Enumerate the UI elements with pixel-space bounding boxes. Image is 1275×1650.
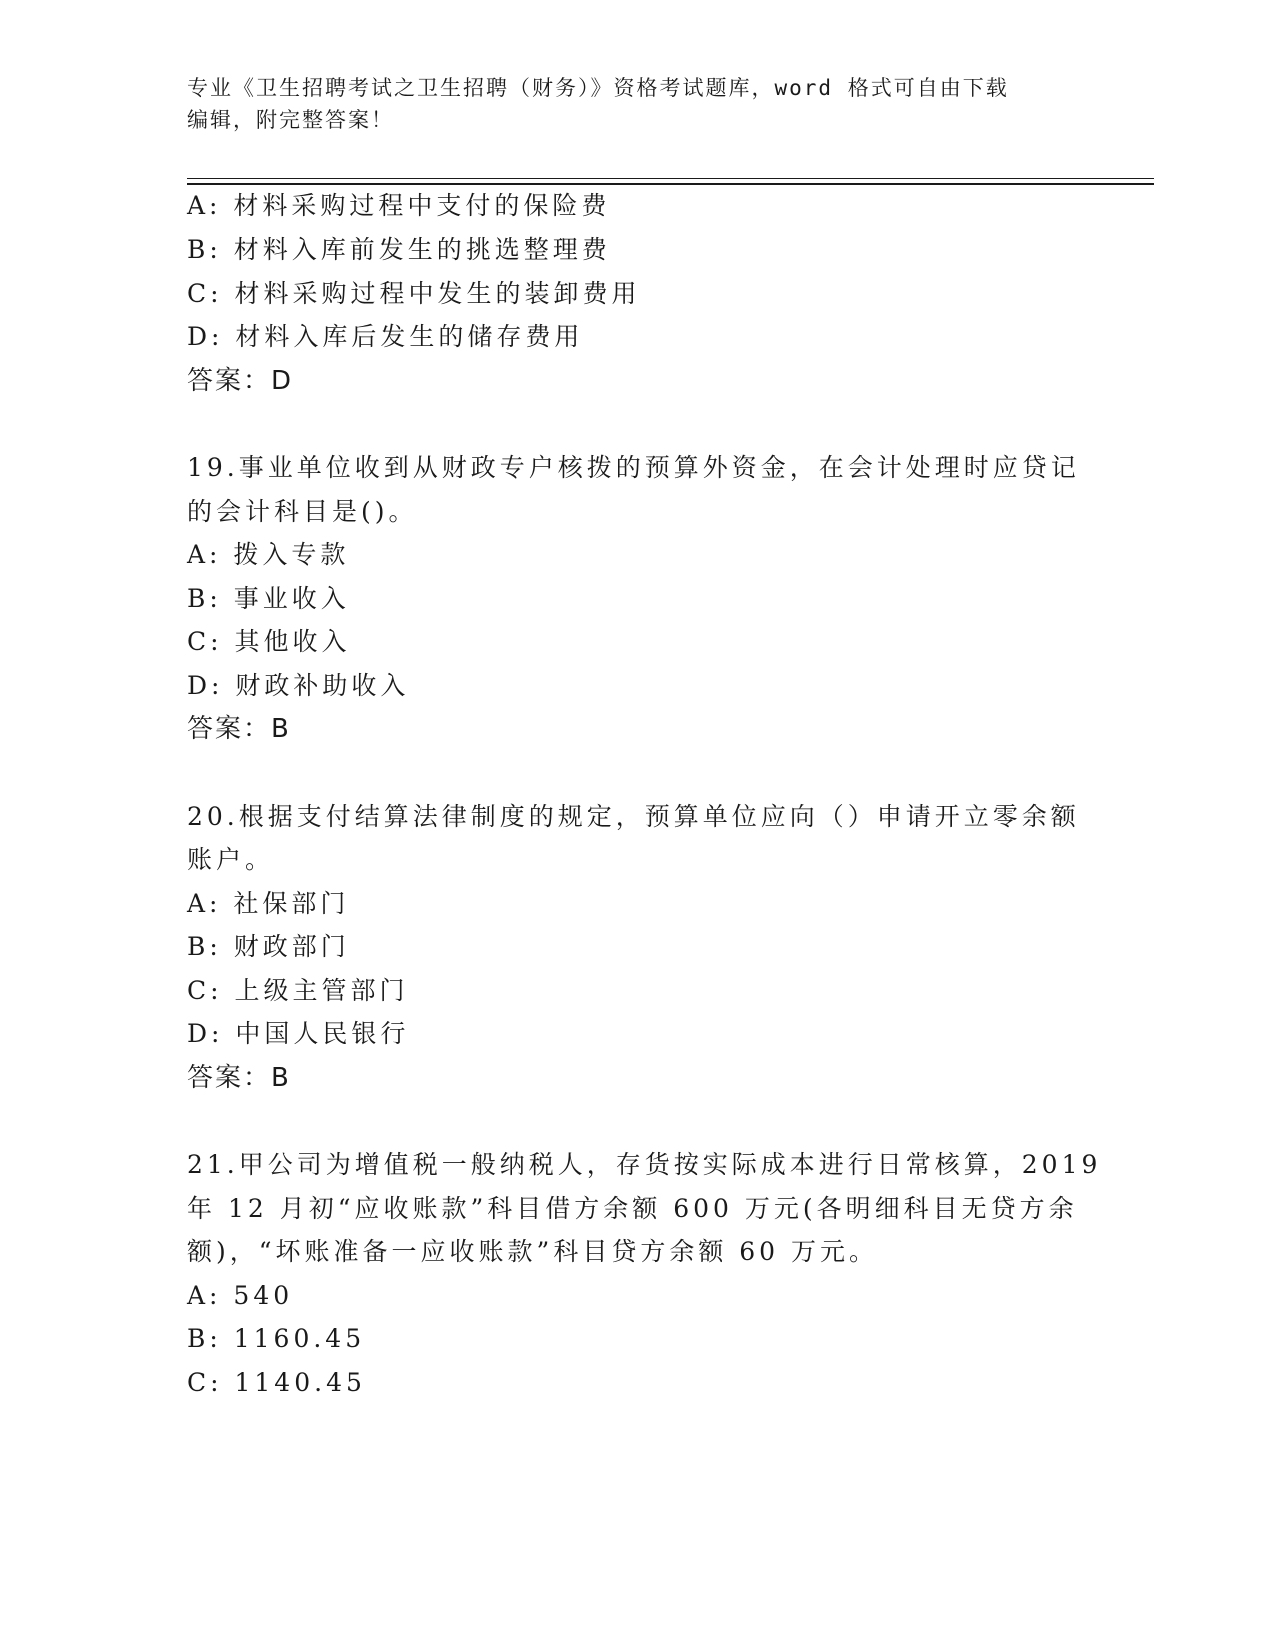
question-stem-line: 年 12 月初“应收账款”科目借方余额 600 万元(各明细科目无贷方余	[187, 1194, 1078, 1223]
option-d: D: 财政补助收入	[187, 671, 410, 700]
option-a: A: 社保部门	[187, 889, 350, 918]
question-stem-line: 19.事业单位收到从财政专户核拨的预算外资金，在会计处理时应贷记	[187, 453, 1080, 482]
header-line-2: 编辑，附完整答案！	[187, 108, 394, 132]
question-stem-line: 额)，“坏账准备一应收账款”科目贷方余额 60 万元。	[187, 1237, 879, 1266]
answer: 答案：D	[187, 366, 294, 396]
option-d: D: 材料入库后发生的储存费用	[187, 322, 584, 351]
option-b: B: 材料入库前发生的挑选整理费	[187, 235, 611, 264]
option-c: C: 上级主管部门	[187, 976, 409, 1005]
question-stem-line: 账户。	[187, 845, 275, 874]
option-a: A: 540	[187, 1281, 294, 1310]
option-c: C: 1140.45	[187, 1368, 366, 1397]
option-b: B: 1160.45	[187, 1324, 366, 1353]
option-a: A: 拨入专款	[187, 540, 350, 569]
question-stem-line: 20.根据支付结算法律制度的规定，预算单位应向（）申请开立零余额	[187, 802, 1080, 831]
header-divider-bottom	[187, 183, 1154, 185]
header-divider-top	[187, 178, 1154, 179]
question-stem-line: 的会计科目是()。	[187, 497, 418, 526]
option-c: C: 材料采购过程中发生的装卸费用	[187, 279, 641, 308]
option-b: B: 财政部门	[187, 932, 350, 961]
option-a: A: 材料采购过程中支付的保险费	[187, 191, 611, 220]
question-stem-line: 21.甲公司为增值税一般纳税人，存货按实际成本进行日常核算，2019	[187, 1150, 1102, 1179]
option-b: B: 事业收入	[187, 584, 350, 613]
option-d: D: 中国人民银行	[187, 1019, 410, 1048]
header-line-1: 专业《卫生招聘考试之卫生招聘（财务）》资格考试题库，word 格式可自由下载	[187, 76, 1009, 100]
answer: 答案：B	[187, 1063, 291, 1093]
answer: 答案：B	[187, 714, 291, 744]
option-c: C: 其他收入	[187, 627, 351, 656]
document-header	[187, 72, 1067, 136]
